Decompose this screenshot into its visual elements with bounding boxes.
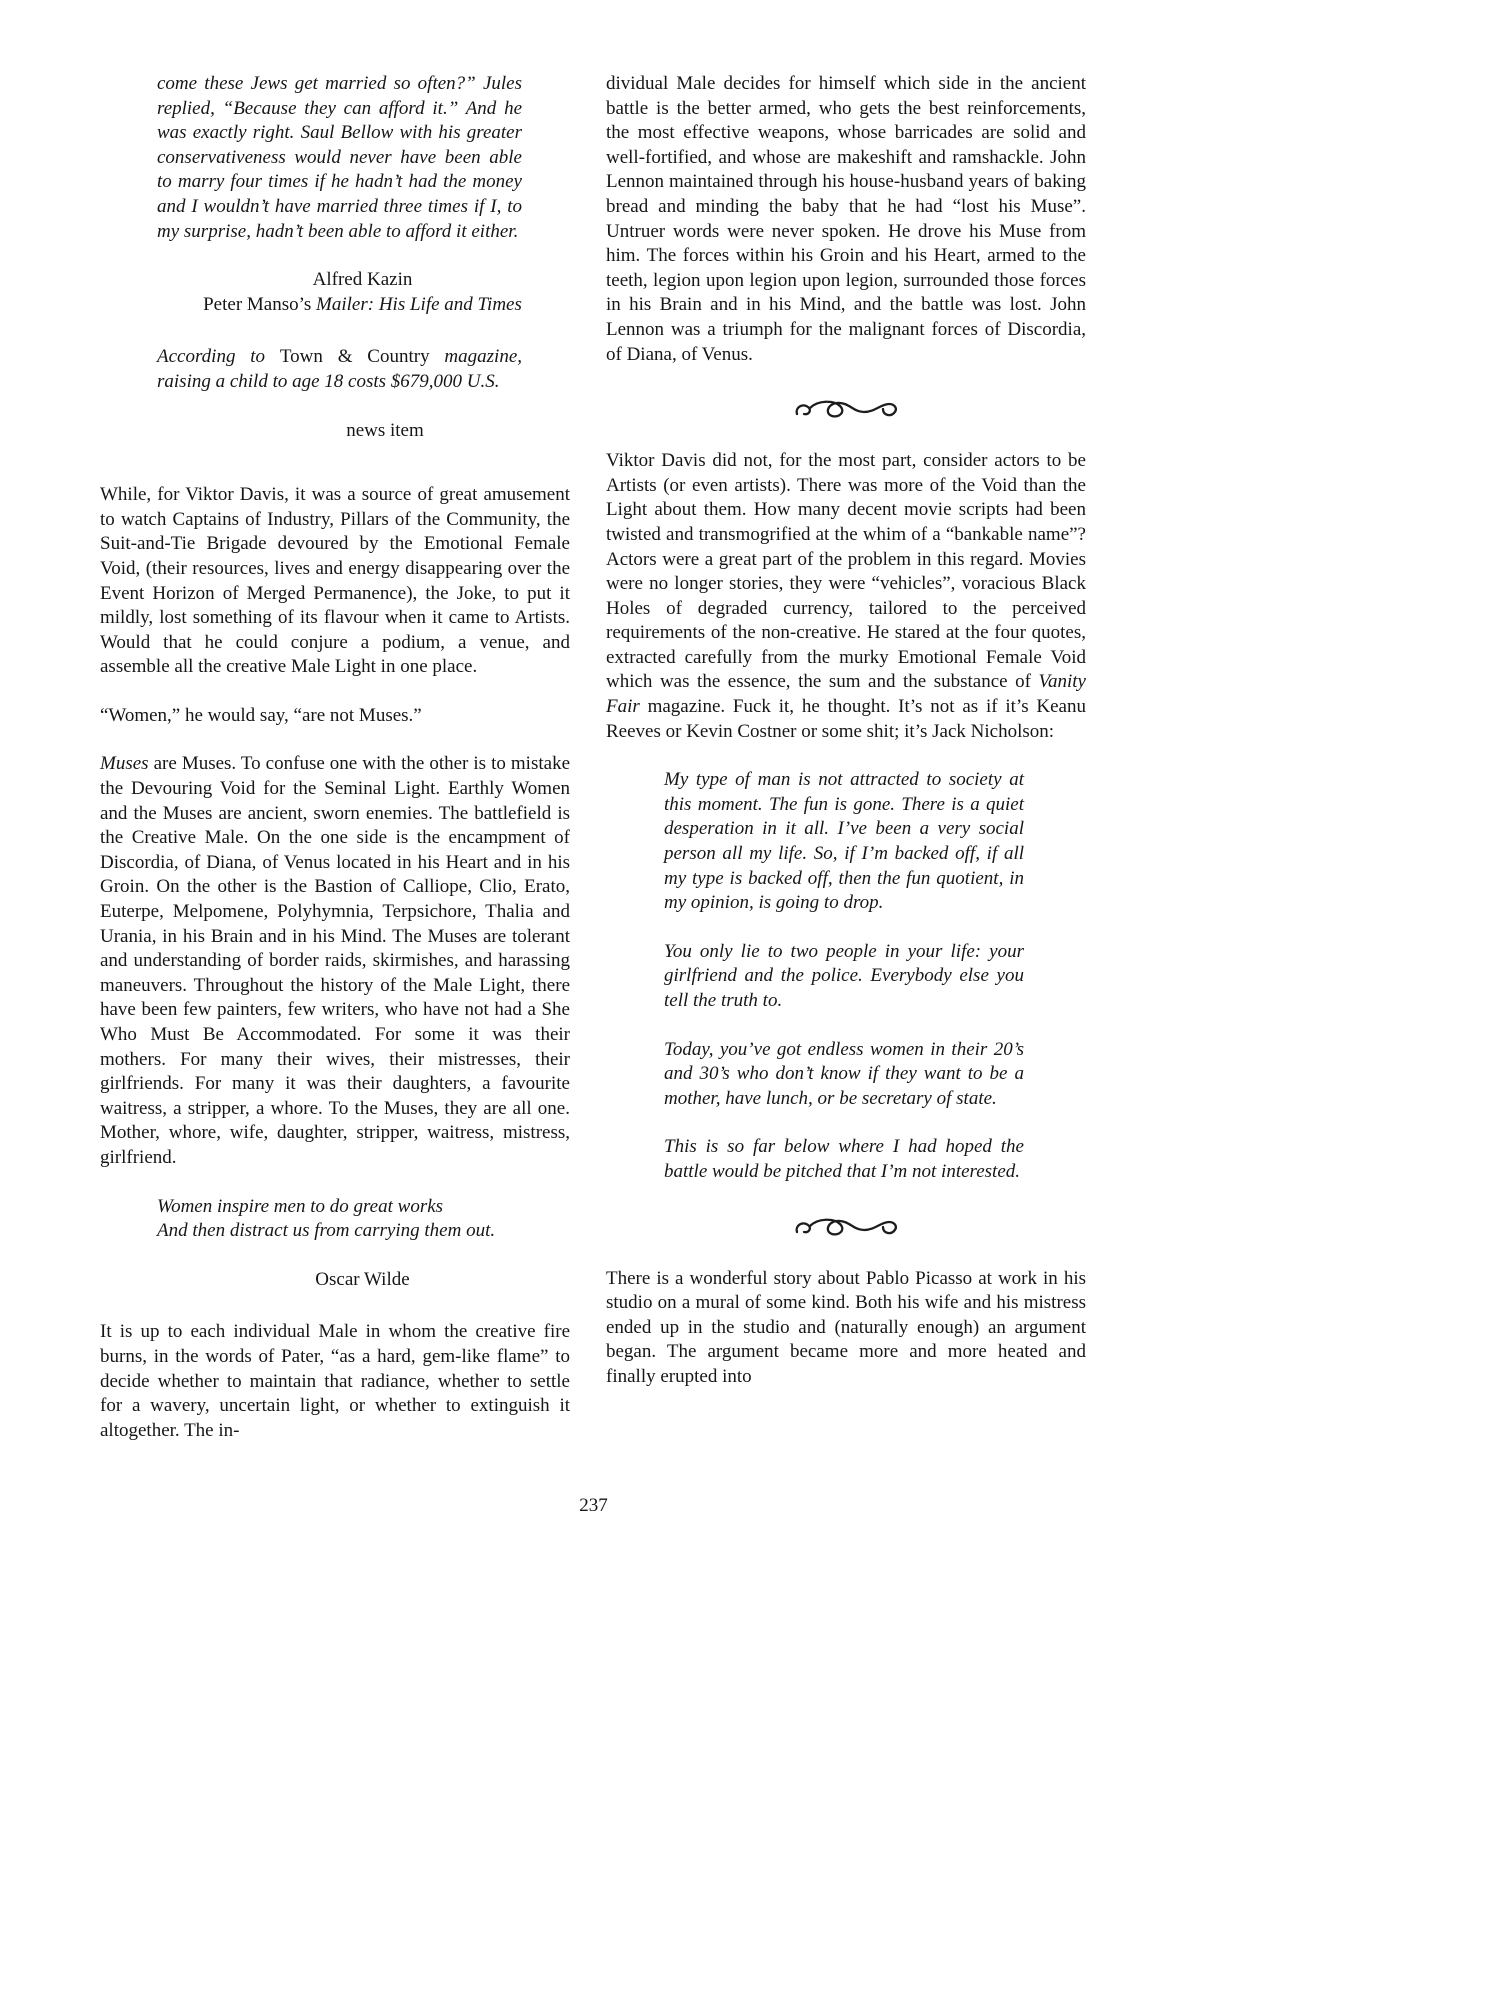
paragraph-viktor-actors-c: magazine. Fuck it, he thought. It’s not as if it’s Keanu Reeves or Kevin Costner or some shit; it’s Jack Nicholson: xyxy=(606,696,1086,742)
attribution-wilde: Oscar Wilde xyxy=(315,1268,410,1290)
paragraph-viktor-actors xyxy=(606,449,1086,744)
paragraph-muses-rest: are Muses. To confuse one with the other is to mistake the Devouring Void for the Seminal Light. Earthly Women and the Muses are ancient, sworn enemies. The battlefield is the Creative Male. On the one side is the encampment of Discordia, of Diana, of Venus located in his Heart and in his Groin. On the other is the Bastion of Calliope, Clio, Erato, Euterpe, Melpomene, Polyhymnia, Terpsichore, Thalia and Urania, in his Brain and in his Mind. The Muses are tolerant and understanding of border raids, skirmishes, and harassing maneuvers. Throughout the history of the Male Light, there have been few painters, few writers, who have not had a She Who Must Be Accommodated. For some it was their mothers. For many their wives, their mistresses, their girlfriends. For many it was their daughters, a favourite waitress, a stripper, a whore. To the Muses, they are all one. Mother, whore, wife, daughter, stripper, waitress, mistress, girlfriend. xyxy=(100,753,570,1168)
paragraph-viktor-amusement: While, for Viktor Davis, it was a source of great amusement to watch Captains of Industry, Pillars of the Community, the Suit-and-Tie Brigade devoured by the Emotional Female Void, (their resources, lives and energy disappearing over the Event Horizon of Merged Permanence), the Joke, to put it mildly, lost something of its flavour when it came to Artists. Would that he could conjure a podium, a venue, and assemble all the creative Male Light in one place. xyxy=(100,484,570,678)
epigraph-source-news-item: news item xyxy=(346,419,424,441)
attribution-kazin-name: Alfred Kazin xyxy=(312,269,413,291)
epigraph-wilde-line1: Women inspire men to do great works xyxy=(157,1195,444,1217)
paragraph-women-not-muses: “Women,” he would say, “are not Muses.” xyxy=(100,704,422,726)
page-number: 237 xyxy=(579,1495,608,1516)
right-column xyxy=(606,72,1086,1390)
attribution-kazin-source-title: Mailer: His Life and Times xyxy=(316,293,522,315)
quote-nicholson-3: Today, you’ve got endless women in their 20’s and 30’s who don’t know if they want to be a mother, have lunch, or be secretary of state. xyxy=(664,1038,1024,1109)
attribution-kazin xyxy=(155,268,570,317)
paragraph-viktor-actors-a: Viktor Davis did not, for the most part, consider actors to be Artists (or even artists). There was more of the Void than the Light about them. How many decent movie scripts had been twisted and transmogrified at the whim of a “bankable name”? Actors were a great part of the problem in this regard. Movies were no longer stories, they were “vehicles”, voracious Black Holes of degraded currency, tailored to the perceived requirements of the non-creative. He stared at the four quotes, extracted carefully from the murky Emotional Female Void which was the essence, the sum and the substance of xyxy=(606,450,1086,693)
epigraph-wilde-line2: And then distract us from carrying them out. xyxy=(157,1220,496,1242)
attribution-kazin-source-prefix: Peter Manso’s xyxy=(203,293,317,315)
flourish-icon xyxy=(791,1209,901,1243)
epigraph-town-country-magazine-name: Town & Country xyxy=(279,346,445,368)
epigraph-kazin xyxy=(157,72,522,244)
vanity-fair-title: Vanity Fair xyxy=(606,671,1086,718)
section-divider xyxy=(606,1209,1086,1243)
paragraph-individual-male: It is up to each individual Male in whom the creative fire burns, in the words of Pater, “as a hard, gem-like flame” to decide whether to maintain that radiance, whether to settle for a wavery, uncertain light, or whether to extinguish it altogether. The in- xyxy=(100,1321,570,1441)
paragraph-muses-are-muses xyxy=(100,752,570,1170)
attribution-kazin-source xyxy=(155,293,570,318)
left-column xyxy=(100,72,570,1443)
epigraph-town-country xyxy=(157,345,522,394)
paragraph-picasso-story: There is a wonderful story about Pablo Picasso at work in his studio on a mural of some kind. Both his wife and his mistress ended up in the studio and (naturally enough) an argument began. The argument became more and more heated and finally erupted into xyxy=(606,1267,1086,1387)
epigraph-wilde xyxy=(157,1195,522,1244)
quote-nicholson-4: This is so far below where I had hoped the battle would be pitched that I’m not interested. xyxy=(664,1136,1024,1182)
quote-nicholson-2: You only lie to two people in your life: your girlfriend and the police. Everybody else you tell the truth to. xyxy=(664,940,1024,1011)
epigraph-town-country-rest: magazine, raising a child to age 18 costs $679,000 U.S. xyxy=(157,346,522,392)
epigraph-town-country-lead: According to xyxy=(157,346,280,368)
section-divider xyxy=(606,391,1086,425)
quote-nicholson-1: My type of man is not attracted to society at this moment. The fun is gone. There is a quiet desperation in it all. I’ve been a very social person all my life. So, if I’m backed off, if all my type is backed off, then the fun quotient, in my opinion, is going to drop. xyxy=(664,769,1024,914)
paragraph-muses-lead-word: Muses xyxy=(100,753,149,775)
paragraph-ancient-battle: dividual Male decides for himself which side in the ancient battle is the better armed, who gets the best reinforcements, the most effective weapons, whose barricades are solid and well-fortified, and whose are makeshift and ramshackle. John Lennon maintained through his house-husband years of baking bread and minding the baby that he had “lost his Muse”. Untruer words were never spoken. He drove his Muse from him. The forces within his Groin and his Heart, armed to the teeth, legion upon legion upon legion, surrounded those forces in his Brain and in his Mind, and the battle was lost. John Lennon was a triumph for the malignant forces of Discordia, of Diana, of Venus. xyxy=(606,73,1086,365)
epigraph-kazin-text: come these Jews get married so often?” Jules replied, “Because they can afford it.” And he was exactly right. Saul Bellow with his greater conservativeness would never have been able to marry four times if he hadn’t had the money and I wouldn’t have married three times if I, to my surprise, hadn’t been able to afford it either. xyxy=(157,73,522,242)
flourish-icon xyxy=(791,391,901,425)
